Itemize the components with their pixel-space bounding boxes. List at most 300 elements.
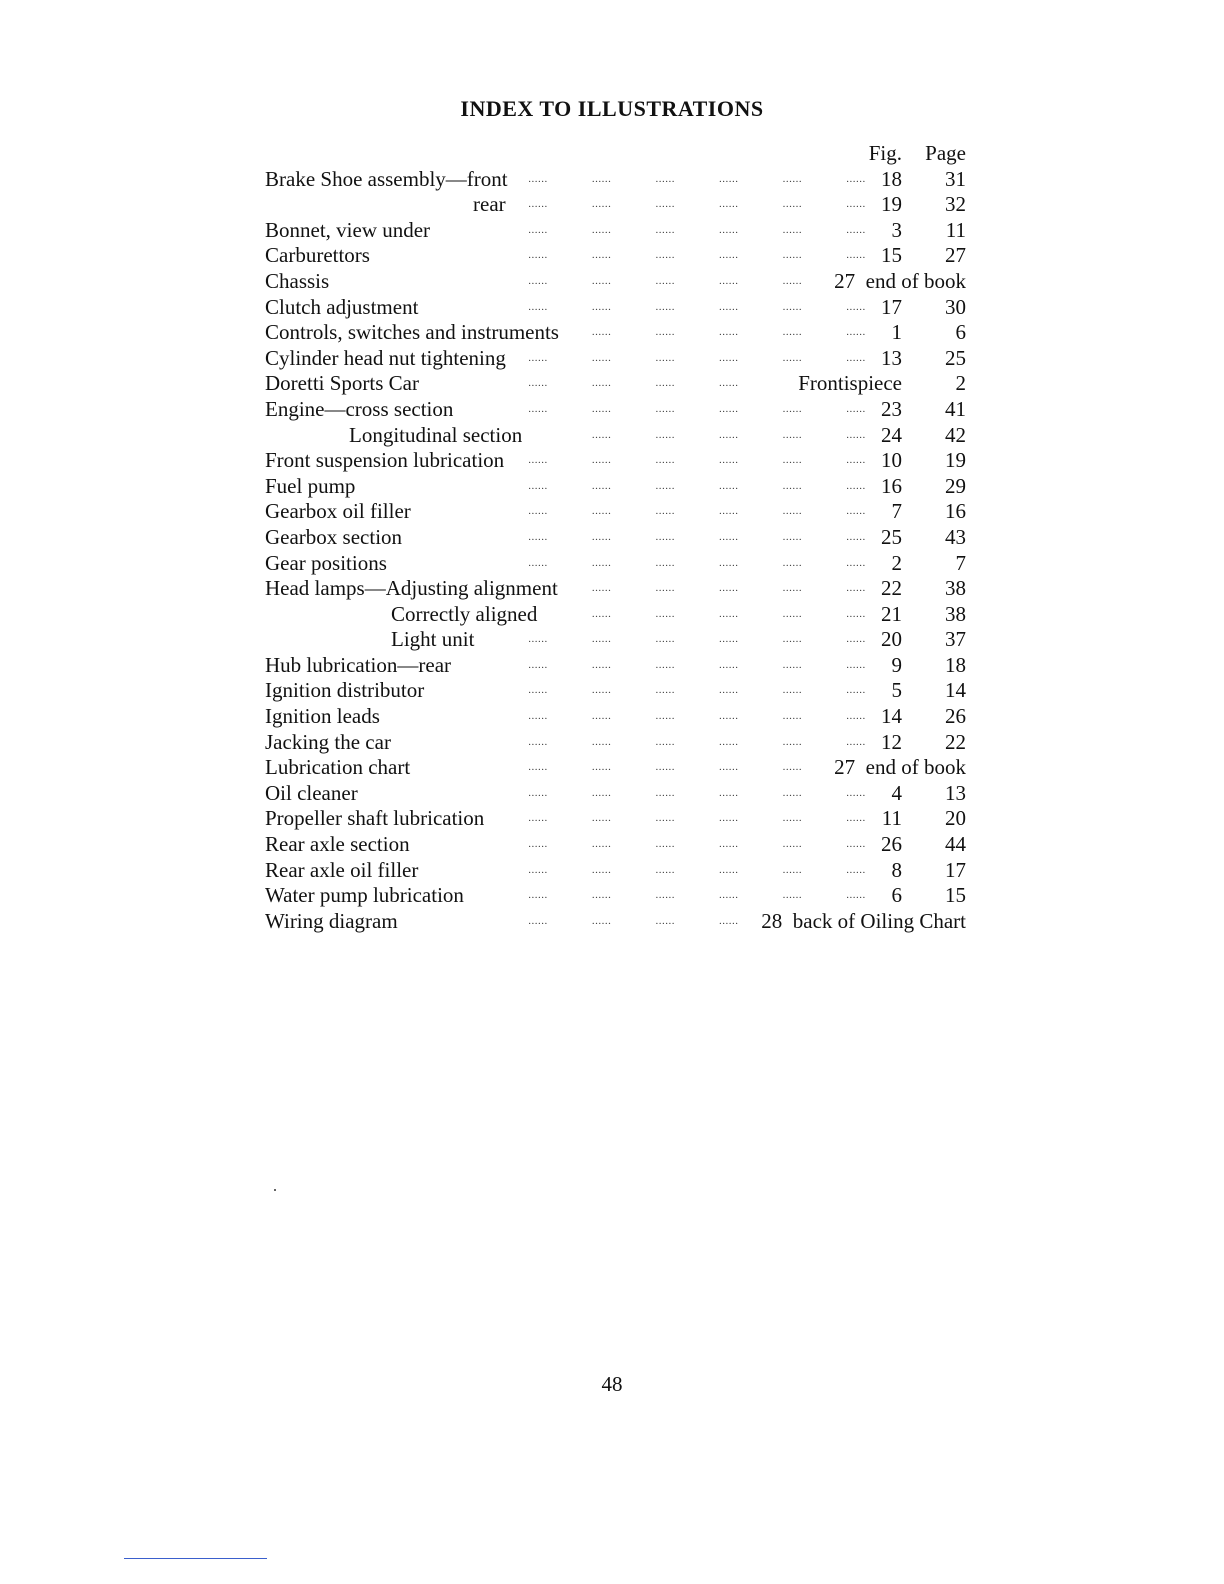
leader-dots: ...... (782, 172, 803, 185)
dot-leaders (527, 269, 867, 295)
leader-dots: ...... (591, 505, 612, 518)
entry-page: 11 (945, 217, 966, 242)
leader-dots: ...... (655, 223, 675, 236)
leader-dots: ...... (846, 658, 866, 671)
leader-dots: ...... (655, 710, 675, 723)
leader-dots: ...... (528, 633, 548, 646)
leader-dots: ...... (782, 735, 803, 748)
entry-fig: 1 (891, 320, 902, 345)
leader-dots: ...... (782, 786, 803, 799)
index-entry (265, 832, 966, 858)
leader-dots: ...... (846, 505, 866, 518)
entry-fig: 4 (891, 780, 902, 805)
leader-dots: ...... (655, 505, 675, 518)
leader-dots: ...... (655, 582, 675, 595)
leader-dots: ...... (591, 249, 612, 262)
leader-dots: ...... (591, 658, 612, 671)
leader-dots: ...... (782, 351, 803, 364)
leader-dots: ...... (528, 556, 548, 569)
entry-fig: 23 (881, 396, 902, 421)
leader-dots: ...... (655, 812, 675, 825)
leader-dots: ...... (782, 300, 803, 313)
leader-dots: ...... (846, 735, 866, 748)
index-entry (265, 576, 966, 602)
entry-page: 41 (945, 396, 966, 421)
leader-dots: ...... (528, 838, 548, 851)
entry-label: Gearbox oil filler (265, 499, 411, 524)
entry-label: Bonnet, view under (265, 217, 431, 242)
dot-leaders (527, 243, 867, 269)
dot-leaders (527, 576, 867, 602)
leader-dots: ...... (782, 223, 803, 236)
leader-dots: ...... (719, 582, 739, 595)
leader-dots: ...... (591, 838, 612, 851)
index-entry (265, 858, 966, 884)
leader-dots: ...... (782, 505, 803, 518)
entry-label: Brake Shoe assembly—front (265, 166, 508, 191)
index-entry (265, 448, 966, 474)
entry-label: Ignition distributor (265, 678, 425, 703)
dot-leaders (527, 499, 867, 525)
entry-fig: 25 (881, 524, 902, 549)
entry-page: 16 (945, 499, 966, 524)
leader-dots: ...... (655, 249, 675, 262)
dot-leaders (527, 627, 867, 653)
dot-leaders (527, 167, 867, 193)
leader-dots: ...... (655, 761, 675, 774)
entry-fig: 12 (881, 729, 902, 754)
leader-dots: ...... (782, 607, 803, 620)
leader-dots: ...... (591, 402, 612, 415)
leader-dots: ...... (719, 249, 739, 262)
leader-dots: ...... (846, 633, 866, 646)
leader-dots: ...... (528, 198, 548, 211)
entry-label: Controls, switches and instruments (265, 320, 559, 345)
leader-dots: ...... (719, 351, 739, 364)
leader-dots: ...... (591, 556, 612, 569)
leader-dots: ...... (782, 684, 803, 697)
leader-dots: ...... (782, 454, 803, 467)
leader-dots: ...... (528, 684, 548, 697)
entry-fig: 14 (881, 704, 902, 729)
entry-label: Propeller shaft lubrication (265, 806, 485, 831)
leader-dots: ...... (591, 863, 612, 876)
entry-page: 38 (945, 576, 966, 601)
entry-label: Engine—cross section (265, 396, 454, 421)
leader-dots: ...... (719, 377, 739, 390)
column-headers (265, 141, 966, 167)
leader-dots: ...... (846, 351, 866, 364)
dot-leaders (527, 295, 867, 321)
index-entry (265, 218, 966, 244)
page-number: 48 (601, 1372, 623, 1396)
leader-dots: ...... (719, 402, 739, 415)
dot-leaders (527, 320, 867, 346)
leader-dots: ...... (846, 786, 866, 799)
dot-leaders (527, 474, 867, 500)
leader-dots: ...... (846, 812, 866, 825)
leader-dots: ...... (846, 223, 866, 236)
dot-leaders (527, 192, 867, 218)
entry-label: Clutch adjustment (265, 294, 419, 319)
leader-dots: ...... (846, 684, 866, 697)
dot-leaders (527, 858, 867, 884)
leader-dots: ...... (528, 377, 548, 390)
entry-page: 22 (945, 729, 966, 754)
entry-label: Longitudinal section (349, 422, 523, 447)
leader-dots: ...... (719, 479, 739, 492)
entry-fig: 26 (881, 832, 902, 857)
leader-dots: ...... (528, 274, 548, 287)
leader-dots: ...... (591, 914, 612, 927)
dot-leaders (527, 346, 867, 372)
entry-label: Gearbox section (265, 524, 403, 549)
entry-fig: 18 (881, 166, 902, 191)
index-entry (265, 551, 966, 577)
entry-fig: 3 (891, 217, 902, 242)
index-entry (265, 192, 966, 218)
leader-dots: ...... (846, 530, 866, 543)
leader-dots: ...... (528, 710, 548, 723)
entry-label: Carburettors (265, 243, 370, 268)
dot-leaders (527, 730, 867, 756)
entry-fig: 19 (881, 192, 902, 217)
entry-label: Front suspension lubrication (265, 448, 505, 473)
entry-label: Rear axle section (265, 832, 410, 857)
entry-page: 37 (945, 627, 966, 652)
dot-leaders (527, 423, 867, 449)
leader-dots: ...... (655, 633, 675, 646)
leader-dots: ...... (719, 300, 739, 313)
leader-dots: ...... (528, 505, 548, 518)
index-entry (265, 755, 966, 781)
leader-dots: ...... (528, 454, 548, 467)
entry-page: 13 (945, 780, 966, 805)
leader-dots: ...... (591, 274, 612, 287)
leader-dots: ...... (782, 889, 803, 902)
leader-dots: ...... (846, 172, 866, 185)
leader-dots: ...... (719, 326, 739, 339)
leader-dots: ...... (655, 198, 675, 211)
leader-dots: ...... (782, 582, 803, 595)
entry-label: Head lamps—Adjusting alignment (265, 576, 558, 601)
leader-dots: ...... (528, 786, 548, 799)
leader-dots: ...... (782, 658, 803, 671)
entry-label: Hub lubrication—rear (265, 652, 452, 677)
illustration-index (265, 141, 966, 934)
leader-dots: ...... (655, 172, 675, 185)
leader-dots: ...... (719, 812, 739, 825)
entry-page: 42 (945, 422, 966, 447)
index-entry (265, 704, 966, 730)
dot-leaders (527, 551, 867, 577)
entry-fig: 6 (891, 883, 902, 908)
index-entry (265, 627, 966, 653)
entry-page: 6 (955, 320, 966, 345)
dot-leaders (527, 806, 867, 832)
entry-fig: 8 (891, 857, 902, 882)
leader-dots: ...... (782, 710, 803, 723)
index-entry (265, 474, 966, 500)
entry-page: 19 (945, 448, 966, 473)
leader-dots: ...... (528, 889, 548, 902)
leader-dots: ...... (528, 530, 548, 543)
leader-dots: ...... (528, 351, 548, 364)
leader-dots: ...... (655, 735, 675, 748)
leader-dots: ...... (655, 684, 675, 697)
index-entry (265, 320, 966, 346)
entry-label: Water pump lubrication (265, 883, 464, 908)
leader-dots: ...... (655, 300, 675, 313)
leader-dots: ...... (846, 889, 866, 902)
page-column-header: Page (925, 141, 966, 165)
leader-dots: ...... (846, 428, 866, 441)
dot-leaders (527, 653, 867, 679)
leader-dots: ...... (846, 402, 866, 415)
index-entry (265, 678, 966, 704)
leader-dots: ...... (591, 735, 612, 748)
index-entry (265, 167, 966, 193)
leader-dots: ...... (846, 710, 866, 723)
index-entry (265, 295, 966, 321)
index-entry (265, 269, 966, 295)
leader-dots: ...... (719, 863, 739, 876)
leader-dots: ...... (782, 761, 803, 774)
leader-dots: ...... (782, 812, 803, 825)
leader-dots: ...... (719, 786, 739, 799)
leader-dots: ...... (846, 607, 866, 620)
leader-dots: ...... (846, 454, 866, 467)
entry-page: 38 (945, 601, 966, 626)
leader-dots: ...... (782, 428, 803, 441)
leader-dots: ...... (782, 556, 803, 569)
entry-label: Chassis (265, 268, 330, 293)
leader-dots: ...... (655, 863, 675, 876)
leader-dots: ...... (719, 607, 739, 620)
leader-dots: ...... (655, 274, 675, 287)
leader-dots: ...... (782, 198, 803, 211)
entry-label: Correctly aligned (391, 601, 538, 626)
leader-dots: ...... (591, 172, 612, 185)
leader-dots: ...... (782, 863, 803, 876)
dot-leaders (527, 448, 867, 474)
index-entry (265, 423, 966, 449)
leader-dots: ...... (846, 582, 866, 595)
leader-dots: ...... (528, 402, 548, 415)
entry-fig: 7 (891, 499, 902, 524)
leader-dots: ...... (782, 479, 803, 492)
leader-dots: ...... (655, 479, 675, 492)
index-entry (265, 730, 966, 756)
entry-label: Doretti Sports Car (265, 371, 419, 396)
leader-dots: ...... (719, 428, 739, 441)
entry-page: 26 (945, 704, 966, 729)
entry-label: Ignition leads (265, 704, 380, 729)
dot-leaders (527, 397, 867, 423)
dot-leaders (527, 883, 867, 909)
entry-page: 14 (945, 678, 966, 703)
leader-dots: ...... (782, 838, 803, 851)
leader-dots: ...... (591, 582, 612, 595)
entry-page: 32 (945, 192, 966, 217)
leader-dots: ...... (591, 812, 612, 825)
entry-fig: 11 (881, 806, 902, 831)
leader-dots: ...... (591, 428, 612, 441)
leader-dots: ...... (591, 300, 612, 313)
leader-dots: ...... (591, 633, 612, 646)
leader-dots: ...... (591, 607, 612, 620)
leader-dots: ...... (719, 530, 739, 543)
index-entries (265, 167, 966, 935)
dot-leaders (527, 602, 867, 628)
leader-dots: ...... (719, 198, 739, 211)
dot-leaders (527, 781, 867, 807)
entry-fig: 17 (881, 294, 902, 319)
leader-dots: ...... (655, 454, 675, 467)
fig-column-header: Fig. (868, 141, 902, 165)
leader-dots: ...... (655, 607, 675, 620)
leader-dots: ...... (846, 198, 866, 211)
leader-dots: ...... (719, 454, 739, 467)
footnote-rule (124, 1558, 267, 1559)
index-entry (265, 499, 966, 525)
leader-dots: ...... (528, 300, 548, 313)
index-entry (265, 525, 966, 551)
index-entry (265, 781, 966, 807)
leader-dots: ...... (782, 249, 803, 262)
index-entry (265, 909, 966, 935)
leader-dots: ...... (846, 838, 866, 851)
index-entry (265, 371, 966, 397)
leader-dots: ...... (719, 172, 739, 185)
entry-label: Wiring diagram (265, 908, 398, 933)
leader-dots: ...... (528, 735, 548, 748)
leader-dots: ...... (655, 786, 675, 799)
entry-reference: 27 end of book (828, 755, 966, 781)
leader-dots: ...... (719, 889, 739, 902)
leader-dots: ...... (719, 710, 739, 723)
leader-dots: ...... (719, 838, 739, 851)
leader-dots: ...... (655, 914, 675, 927)
leader-dots: ...... (528, 914, 548, 927)
entry-page: 31 (945, 166, 966, 191)
leader-dots: ...... (719, 761, 739, 774)
entry-fig: 21 (881, 601, 902, 626)
leader-dots: ...... (719, 556, 739, 569)
leader-dots: ...... (591, 684, 612, 697)
entry-fig: 20 (881, 627, 902, 652)
entry-page: 2 (955, 371, 966, 396)
leader-dots: ...... (719, 223, 739, 236)
index-entry (265, 602, 966, 628)
entry-page: 27 (945, 243, 966, 268)
page-title: INDEX TO ILLUSTRATIONS (460, 96, 764, 121)
entry-page: 29 (945, 473, 966, 498)
entry-page: 17 (945, 857, 966, 882)
dot-leaders (527, 678, 867, 704)
leader-dots: ...... (846, 326, 866, 339)
leader-dots: ...... (591, 326, 612, 339)
leader-dots: ...... (591, 351, 612, 364)
leader-dots: ...... (591, 786, 612, 799)
leader-dots: ...... (591, 377, 612, 390)
dot-leaders (527, 755, 867, 781)
entry-fig: 16 (881, 473, 902, 498)
stray-mark (274, 1189, 276, 1191)
entry-fig: Frontispiece (792, 371, 902, 397)
entry-page: 15 (945, 883, 966, 908)
leader-dots: ...... (655, 326, 675, 339)
index-entry (265, 346, 966, 372)
leader-dots: ...... (591, 530, 612, 543)
entry-label: Rear axle oil filler (265, 857, 419, 882)
leader-dots: ...... (846, 300, 866, 313)
entry-fig: 2 (891, 550, 902, 575)
entry-label: Cylinder head nut tightening (265, 345, 506, 370)
entry-fig: 22 (881, 576, 902, 601)
entry-label: rear (473, 192, 506, 217)
leader-dots: ...... (719, 684, 739, 697)
entry-page: 18 (945, 652, 966, 677)
dot-leaders (527, 704, 867, 730)
leader-dots: ...... (591, 223, 612, 236)
leader-dots: ...... (655, 377, 675, 390)
leader-dots: ...... (655, 530, 675, 543)
index-entry (265, 397, 966, 423)
leader-dots: ...... (528, 863, 548, 876)
entry-label: Gear positions (265, 550, 387, 575)
leader-dots: ...... (782, 530, 803, 543)
leader-dots: ...... (591, 454, 612, 467)
entry-reference: 28 back of Oiling Chart (755, 909, 966, 935)
leader-dots: ...... (655, 402, 675, 415)
leader-dots: ...... (846, 863, 866, 876)
leader-dots: ...... (528, 223, 548, 236)
leader-dots: ...... (591, 198, 612, 211)
index-entry (265, 883, 966, 909)
entry-label: Light unit (391, 627, 475, 652)
leader-dots: ...... (655, 428, 675, 441)
leader-dots: ...... (528, 479, 548, 492)
leader-dots: ...... (591, 889, 612, 902)
leader-dots: ...... (782, 402, 803, 415)
entry-fig: 13 (881, 345, 902, 370)
entry-page: 25 (945, 345, 966, 370)
leader-dots: ...... (719, 505, 739, 518)
leader-dots: ...... (655, 556, 675, 569)
leader-dots: ...... (782, 326, 803, 339)
leader-dots: ...... (719, 735, 739, 748)
dot-leaders (527, 525, 867, 551)
entry-label: Jacking the car (265, 729, 391, 754)
entry-label: Fuel pump (265, 473, 356, 498)
leader-dots: ...... (782, 274, 803, 287)
leader-dots: ...... (719, 914, 739, 927)
index-entry (265, 243, 966, 269)
entry-fig: 24 (881, 422, 902, 447)
index-entry (265, 653, 966, 679)
entry-page: 44 (945, 832, 966, 857)
leader-dots: ...... (719, 633, 739, 646)
leader-dots: ...... (528, 249, 548, 262)
leader-dots: ...... (655, 838, 675, 851)
leader-dots: ...... (528, 761, 548, 774)
leader-dots: ...... (846, 249, 866, 262)
entry-fig: 5 (891, 678, 902, 703)
leader-dots: ...... (528, 812, 548, 825)
leader-dots: ...... (846, 556, 866, 569)
entry-page: 30 (945, 294, 966, 319)
